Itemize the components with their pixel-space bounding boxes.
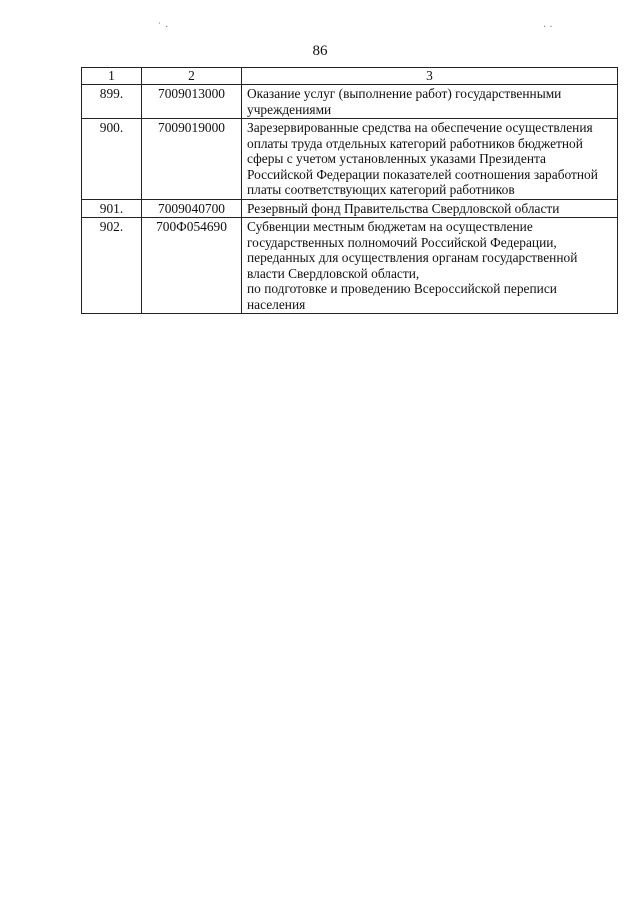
classification-code: 700Ф054690 (142, 218, 242, 314)
row-number: 900. (82, 119, 142, 200)
classification-code: 7009013000 (142, 85, 242, 119)
page-number: 86 (312, 43, 328, 59)
scan-artifact-right: · · (543, 22, 553, 33)
classification-code: 7009019000 (142, 119, 242, 200)
expense-description: Резервный фонд Правительства Свердловской области (242, 199, 618, 218)
classification-code: 7009040700 (142, 199, 242, 218)
row-number: 899. (82, 85, 142, 119)
column-header-3: 3 (242, 68, 618, 85)
table-header-row (82, 68, 618, 85)
expense-description: Оказание услуг (выполнение работ) государственными учреждениями (242, 85, 618, 119)
expense-description: Субвенции местным бюджетам на осуществление государственных полномочий Российской Федерации, переданных для осуществления органам государственной власти Свердловской области, по подготовке и проведению Всероссийской переписи населения (242, 218, 618, 314)
scan-artifact-left: ˙ · (157, 22, 169, 33)
row-number: 902. (82, 218, 142, 314)
budget-classification-table (81, 67, 618, 314)
table-row (82, 85, 618, 119)
expense-description: Зарезервированные средства на обеспечение осуществления оплаты труда отдельных категорий работников бюджетной сферы с учетом установленных указами Президента Российской Федерации показателей соотношения заработной платы соответствующих категорий работников (242, 119, 618, 200)
column-header-1: 1 (82, 68, 142, 85)
row-number: 901. (82, 199, 142, 218)
column-header-2: 2 (142, 68, 242, 85)
table-row (82, 199, 618, 218)
table-row (82, 119, 618, 200)
table-row (82, 218, 618, 314)
